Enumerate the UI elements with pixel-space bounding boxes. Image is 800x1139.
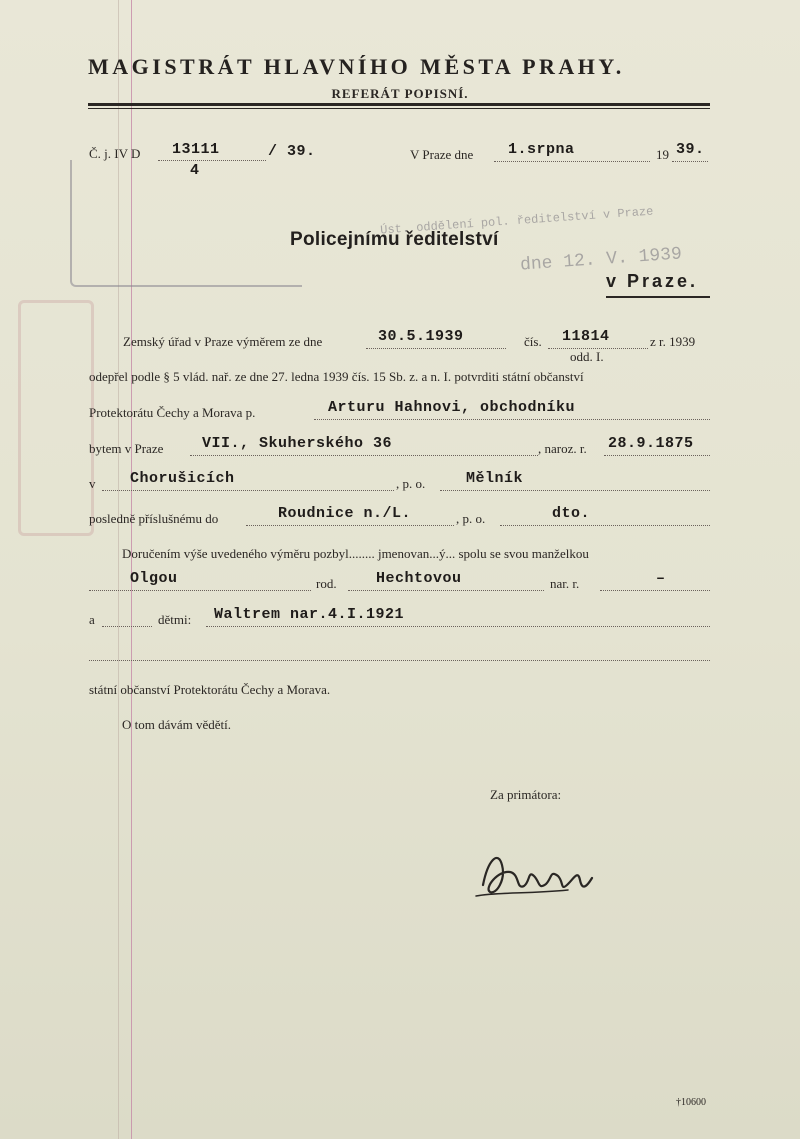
issuer-subtitle: REFERÁT POPISNÍ. bbox=[331, 86, 469, 101]
body-line-1-text: Zemský úřad v Praze výměrem ze dne bbox=[123, 334, 323, 349]
decision-number: 11814 bbox=[562, 328, 610, 345]
header-rule-thin bbox=[88, 108, 710, 109]
header-rule bbox=[88, 103, 710, 106]
received-stamp-date: dne 12. V. 1939 bbox=[519, 244, 683, 276]
decision-number-label: čís. bbox=[524, 334, 542, 349]
wife-birth-date: – bbox=[656, 570, 666, 587]
reference-year: / 39. bbox=[268, 143, 316, 160]
reference-dots bbox=[158, 160, 266, 161]
body-line-3-text: Protektorátu Čechy a Morava p. bbox=[89, 405, 256, 420]
birth-dots bbox=[604, 455, 710, 456]
body-line-3-dots bbox=[314, 419, 710, 420]
domicile-district-dots bbox=[500, 525, 710, 526]
body-line-7-text: Doručením výše uvedeného výměru pozbyl........ jmenovan...ý... spolu se svou manželkou bbox=[122, 546, 589, 561]
body-line-6-text: posledně příslušnému do bbox=[89, 511, 219, 526]
wife-maiden-name: Hechtovou bbox=[376, 570, 462, 587]
applicant-name: Arturu Hahnovi, obchodníku bbox=[328, 399, 576, 416]
date-dots bbox=[494, 161, 650, 162]
birthplace: Chorušicích bbox=[130, 470, 235, 487]
body-line-4-dots bbox=[190, 455, 538, 456]
birthplace-district-label: , p. o. bbox=[396, 476, 426, 491]
signature-image bbox=[468, 840, 608, 910]
body-line-1-dots bbox=[366, 348, 506, 349]
birth-label: , naroz. r. bbox=[538, 441, 587, 456]
issuer-title: MAGISTRÁT HLAVNÍHO MĚSTA PRAHY. bbox=[88, 54, 625, 79]
reference-number: 13111 bbox=[172, 141, 220, 158]
wife-birth-dots bbox=[600, 590, 710, 591]
form-code: †10600 bbox=[676, 1097, 706, 1108]
applicant-address: VII., Skuherského 36 bbox=[202, 435, 393, 452]
place-date-label: V Praze dne bbox=[410, 147, 474, 162]
domicile-district: dto. bbox=[552, 505, 591, 522]
year-suffix: 39. bbox=[676, 141, 705, 158]
received-stamp-text: Úst. oddělení pol. ředitelství v Praze bbox=[379, 204, 654, 238]
red-stamp-mark bbox=[18, 300, 94, 536]
signature-label: Za primátora: bbox=[490, 787, 562, 802]
body-line-11-text: státní občanství Protektorátu Čechy a Morava. bbox=[89, 682, 331, 697]
reference-label: Č. j. IV D bbox=[89, 146, 141, 161]
decision-department: odd. I. bbox=[570, 349, 604, 364]
birthplace-dots bbox=[102, 490, 394, 491]
wife-birth-label: nar. r. bbox=[550, 576, 580, 591]
addressee-line-1: Policejnímu ředitelství bbox=[290, 229, 499, 250]
domicile-district-label: , p. o. bbox=[456, 511, 486, 526]
children-prefix-dots bbox=[102, 626, 152, 627]
birthplace-district-dots bbox=[440, 490, 710, 491]
children-dots bbox=[206, 626, 710, 627]
issue-date: 1.srpna bbox=[508, 141, 575, 158]
wife-name: Olgou bbox=[130, 570, 178, 587]
children-label: dětmi: bbox=[158, 612, 192, 627]
domicile: Roudnice n./L. bbox=[278, 505, 412, 522]
maiden-dots bbox=[348, 590, 544, 591]
addressee-underline bbox=[606, 296, 710, 298]
children-names: Waltrem nar.4.I.1921 bbox=[214, 606, 405, 623]
year-prefix: 19 bbox=[656, 147, 669, 162]
maiden-label: rod. bbox=[316, 576, 337, 591]
body-line-12-text: O tom dávám vědětí. bbox=[122, 717, 232, 732]
blank-dotted-line bbox=[89, 660, 710, 661]
body-line-4-text: bytem v Praze bbox=[89, 441, 164, 456]
children-prefix: a bbox=[89, 612, 95, 627]
decision-date: 30.5.1939 bbox=[378, 328, 464, 345]
received-stamp-frame bbox=[70, 160, 302, 287]
birth-date: 28.9.1875 bbox=[608, 435, 694, 452]
birthplace-label: v bbox=[89, 476, 96, 491]
reference-sub-number: 4 bbox=[190, 162, 200, 179]
birthplace-district: Mělník bbox=[466, 470, 524, 487]
addressee-line-2: v Praze. bbox=[606, 271, 699, 291]
body-line-2-text: odepřel podle § 5 vlád. nař. ze dne 27. ledna 1939 čís. 15 Sb. z. a n. I. potvrditi státní občanství bbox=[89, 369, 584, 384]
year-dots bbox=[672, 161, 708, 162]
decision-year: z r. 1939 bbox=[650, 334, 696, 349]
domicile-dots bbox=[246, 525, 454, 526]
wife-dots bbox=[89, 590, 311, 591]
